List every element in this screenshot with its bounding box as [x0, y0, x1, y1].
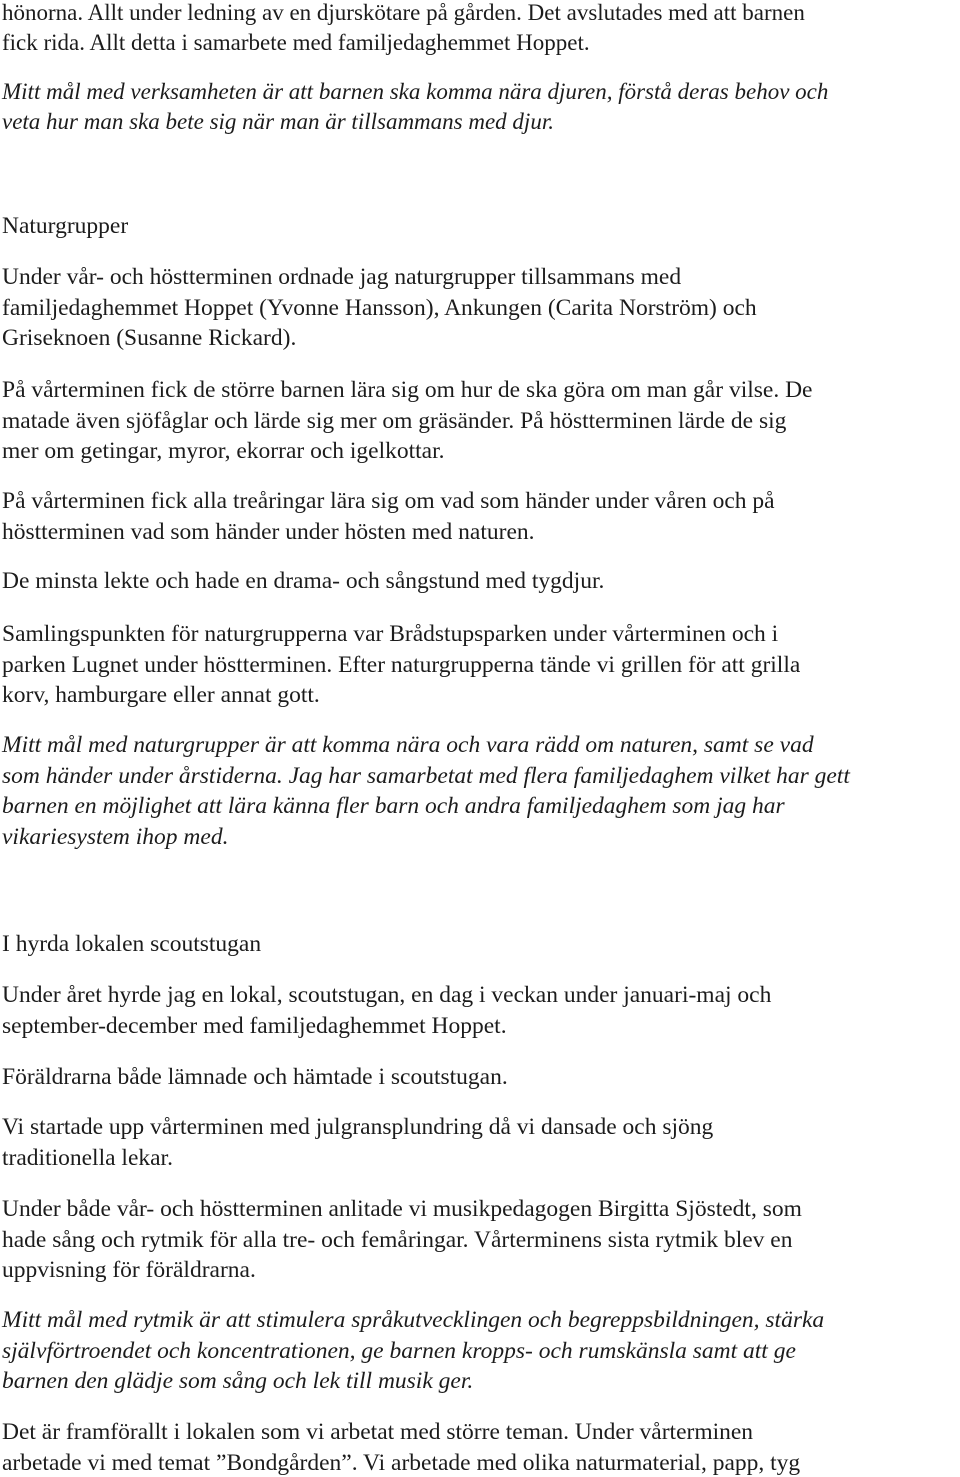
naturgrupper-paragraph-2: På vårterminen fick de större barnen lära sig om hur de ska göra om man går vilse. De matade även sjöfåglar och lärde sig mer om gräsänder. På höstterminen lärde de sig mer om getingar, myror, ekorrar och igelkottar.	[2, 377, 813, 464]
scoutstugan-goal-paragraph-italic: Mitt mål med rytmik är att stimulera språkutvecklingen och begreppsbildningen, stärka självförtroendet och koncentrationen, ge barnen kropps- och rumskänsla samt att ge barnen den glädje som sång och lek till musik ger.	[2, 1307, 825, 1394]
scoutstugan-paragraph-4: Under både vår- och höstterminen anlitade vi musikpedagogen Birgitta Sjöstedt, som hade sång och rytmik för alla tre- och femåringar. Vårterminens sista rytmik blev en uppvisning för föräldrarna.	[2, 1196, 802, 1283]
scoutstugan-paragraph-6: Det är framförallt i lokalen som vi arbetat med större teman. Under vårterminen arbetade vi med temat ”Bondgården”. Vi arbetade med olika naturmaterial, papp, tyg	[2, 1419, 801, 1476]
scoutstugan-paragraph-3: Vi startade upp vårterminen med julgransplundring då vi dansade och sjöng traditionella lekar.	[2, 1114, 714, 1171]
intro-paragraph-1: hönorna. Allt under ledning av en djurskötare på gården. Det avslutades med att barnen fick rida. Allt detta i samarbete med familjedaghemmet Hoppet.	[2, 0, 805, 55]
scoutstugan-paragraph-2: Föräldrarna både lämnade och hämtade i scoutstugan.	[2, 1064, 508, 1090]
intro-paragraph-2-italic: Mitt mål med verksamheten är att barnen ska komma nära djuren, förstå deras behov och veta hur man ska bete sig när man är tillsammans med djur.	[2, 79, 829, 134]
section-heading-naturgrupper: Naturgrupper	[2, 213, 129, 239]
naturgrupper-paragraph-3: På vårterminen fick alla treåringar lära sig om vad som händer under våren och på höstterminen vad som händer under hösten med naturen.	[2, 488, 775, 545]
scoutstugan-paragraph-1: Under året hyrde jag en lokal, scoutstugan, en dag i veckan under januari-maj och september-december med familjedaghemmet Hoppet.	[2, 982, 772, 1039]
naturgrupper-goal-paragraph-italic: Mitt mål med naturgrupper är att komma nära och vara rädd om naturen, samt se vad som händer under årstiderna. Jag har samarbetat med flera familjedaghem vilket har gett barnen en möjlighet att lära känna fler barn och andra familjedaghem som jag har vikariesystem ihop med.	[2, 732, 850, 850]
naturgrupper-paragraph-1: Under vår- och höstterminen ordnade jag naturgrupper tillsammans med familjedaghemmet Hoppet (Yvonne Hansson), Ankungen (Carita Norström) och Griseknoen (Susanne Rickard).	[2, 264, 757, 351]
section-heading-scoutstugan: I hyrda lokalen scoutstugan	[2, 931, 262, 957]
naturgrupper-paragraph-4: De minsta lekte och hade en drama- och sångstund med tygdjur.	[2, 568, 605, 594]
naturgrupper-paragraph-5: Samlingspunkten för naturgrupperna var Brådstupsparken under vårterminen och i parken Lugnet under höstterminen. Efter naturgrupperna tände vi grillen för att grilla korv, hamburgare eller annat gott.	[2, 621, 801, 708]
